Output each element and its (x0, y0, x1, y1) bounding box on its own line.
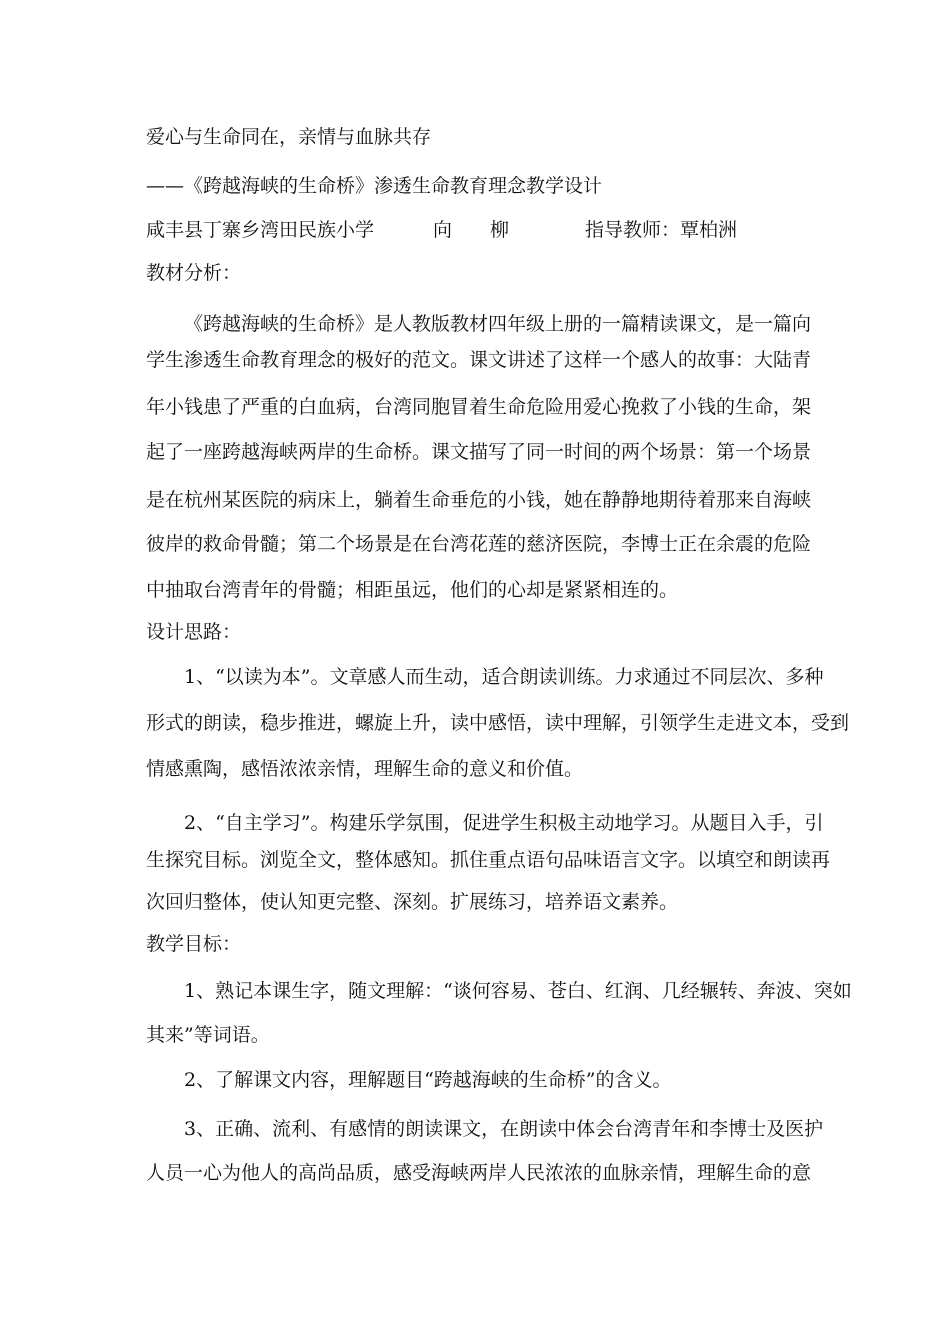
analysis-line: 年小钱患了严重的白血病，台湾同胞冒着生命危险用爱心挽救了小钱的生命，架 (146, 396, 812, 418)
goal-3-line: 3、正确、流利、有感情的朗读课文，在朗读中体会台湾青年和李博士及医护 (184, 1118, 824, 1140)
design-p1-line: 1、“以读为本”。文章感人而生动，适合朗读训练。力求通过不同层次、多种 (184, 666, 824, 688)
design-p2-line: 生探究目标。浏览全文，整体感知。抓住重点语句品味语言文字。以填空和朗读再 (146, 849, 831, 871)
analysis-line: 是在杭州某医院的病床上，躺着生命垂危的小钱，她在静静地期待着那来自海峡 (146, 489, 812, 511)
analysis-line: 《跨越海峡的生命桥》是人教版教材四年级上册的一篇精读课文，是一篇向 (184, 313, 812, 335)
goal-1-line: 1、熟记本课生字，随文理解：“谈何容易、苍白、红润、几经辗转、奔波、突如 (184, 980, 852, 1002)
design-p2-line: 2、“自主学习”。构建乐学氛围，促进学生积极主动地学习。从题目入手，引 (184, 812, 824, 834)
section-heading-goals: 教学目标： (146, 933, 242, 955)
school-name: 咸丰县丁寨乡湾田民族小学 (146, 219, 375, 241)
design-p1-line: 形式的朗读，稳步推进，螺旋上升，读中感悟，读中理解，引领学生走进文本，受到 (146, 712, 850, 734)
analysis-line: 彼岸的救命骨髓；第二个场景是在台湾花莲的慈济医院，李博士正在余震的危险 (146, 533, 812, 555)
design-p2-line: 次回归整体，使认知更完整、深刻。扩展练习，培养语文素养。 (146, 891, 679, 913)
document-subtitle: ——《跨越海峡的生命桥》渗透生命教育理念教学设计 (146, 175, 603, 197)
goal-2-line: 2、了解课文内容，理解题目“跨越海峡的生命桥”的含义。 (184, 1069, 672, 1091)
document-title: 爱心与生命同在，亲情与血脉共存 (146, 126, 432, 148)
goal-3-line: 人员一心为他人的高尚品质，感受海峡两岸人民浓浓的血脉亲情，理解生命的意 (146, 1162, 812, 1184)
goal-1-line: 其来”等词语。 (146, 1024, 270, 1046)
analysis-line: 学生渗透生命教育理念的极好的范文。课文讲述了这样一个感人的故事：大陆青 (146, 349, 812, 371)
author-given-name: 柳 (490, 219, 510, 241)
advisor-name: 指导教师：覃柏洲 (585, 219, 738, 241)
section-heading-analysis: 教材分析： (146, 262, 242, 284)
section-heading-design: 设计思路： (146, 621, 242, 643)
analysis-line: 起了一座跨越海峡两岸的生命桥。课文描写了同一时间的两个场景：第一个场景 (146, 441, 812, 463)
author-surname: 向 (433, 219, 453, 241)
analysis-line: 中抽取台湾青年的骨髓；相距虽远，他们的心却是紧紧相连的。 (146, 579, 679, 601)
design-p1-line: 情感熏陶，感悟浓浓亲情，理解生命的意义和价值。 (146, 758, 584, 780)
